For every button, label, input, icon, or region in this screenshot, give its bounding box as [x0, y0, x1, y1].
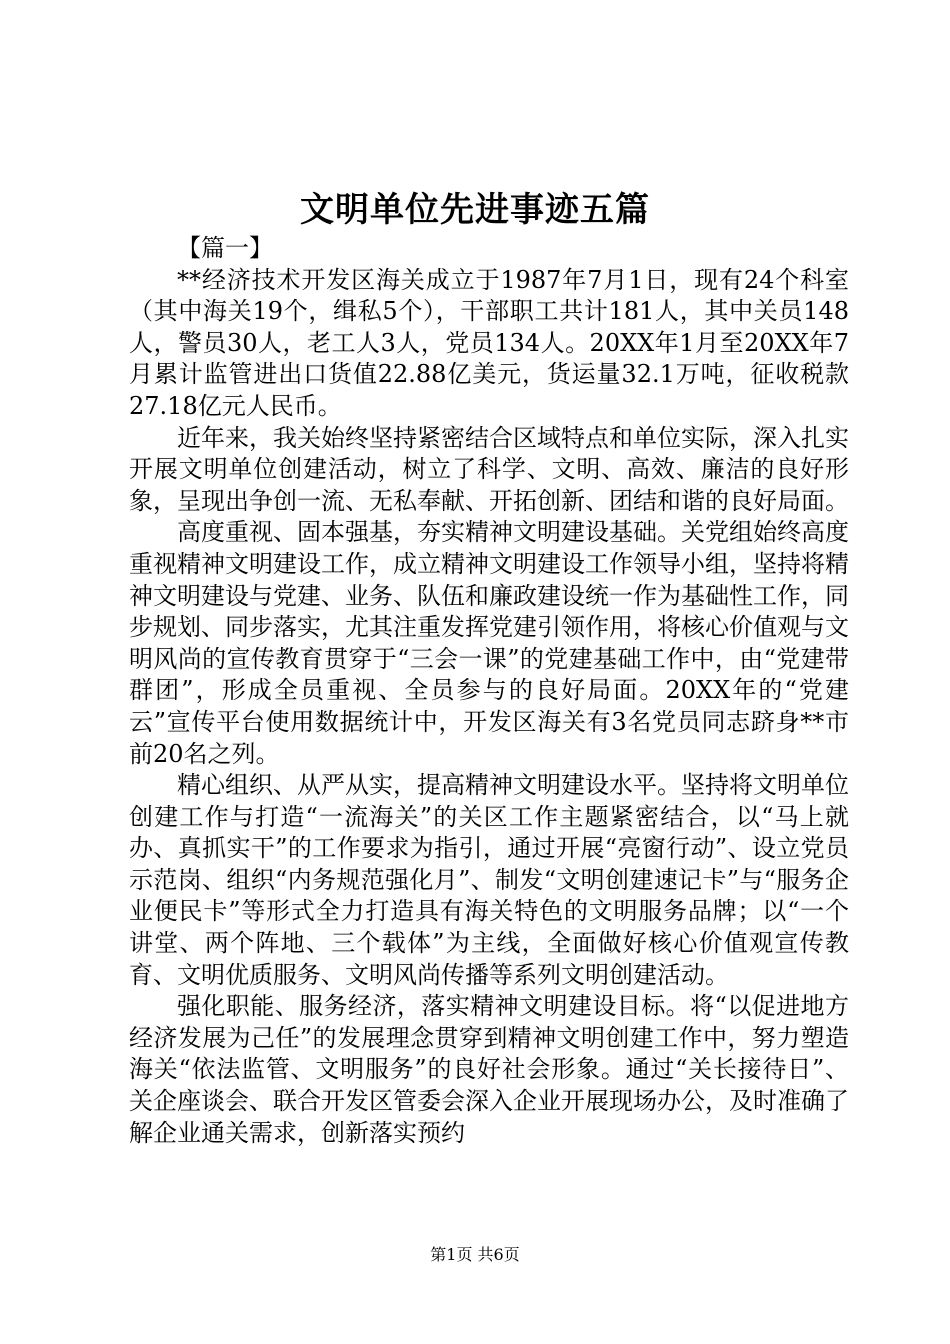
document-body: [129, 233, 849, 1149]
paragraph-overview: 近年来，我关始终坚持紧密结合区域特点和单位实际，深入扎实开展文明单位创建活动，树立了科学、文明、高效、廉洁的良好形象，呈现出争创一流、无私奉献、开拓创新、团结和谐的良好局面。: [129, 423, 849, 515]
document-title: 文明单位先进事迹五篇: [300, 190, 650, 230]
paragraph-organization: 精心组织、从严从实，提高精神文明建设水平。坚持将文明单位创建工作与打造“一流海关”的关区工作主题紧密结合，以“马上就办、真抓实干”的工作要求为指引，通过开展“亮窗行动”、设立党员示范岗、组织“内务规范强化月”、制发“文明创建速记卡”与“服务企业便民卡”等形式全力打造具有海关特色的文明服务品牌；以“一个讲堂、两个阵地、三个载体”为主线，全面做好核心价值观宣传教育、文明优质服务、文明风尚传播等系列文明创建活动。: [129, 771, 849, 989]
page-footer: 第1页 共6页: [430, 1245, 520, 1264]
paragraph-foundation: 高度重视、固本强基，夯实精神文明建设基础。关党组始终高度重视精神文明建设工作，成立精神文明建设工作领导小组，坚持将精神文明建设与党建、业务、队伍和廉政建设统一作为基础性工作，同步规划、同步落实，尤其注重发挥党建引领作用，将核心价值观与文明风尚的宣传教育贯穿于“三会一课”的党建基础工作中，由“党建带群团”，形成全员重视、全员参与的良好局面。20XX年的“党建云”宣传平台使用数据统计中，开发区海关有3名党员同志跻身**市前20名之列。: [129, 518, 849, 768]
section-heading: 【篇一】: [177, 234, 273, 262]
paragraph-service: 强化职能、服务经济，落实精神文明建设目标。将“以促进地方经济发展为己任”的发展理念贯穿到精神文明创建工作中，努力塑造海关“依法监管、文明服务”的良好社会形象。通过“关长接待日”、关企座谈会、联合开发区管委会深入企业开展现场办公，及时准确了解企业通关需求，创新落实预约: [129, 992, 849, 1147]
paragraph-intro: **经济技术开发区海关成立于1987年7月1日，现有24个科室（其中海关19个，缉私5个），干部职工共计181人，其中关员148人，警员30人，老工人3人，党员134人。20XX年1月至20XX年7月累计监管进出口货值22.88亿美元，货运量32.1万吨，征收税款27.18亿元人民币。: [129, 265, 849, 420]
